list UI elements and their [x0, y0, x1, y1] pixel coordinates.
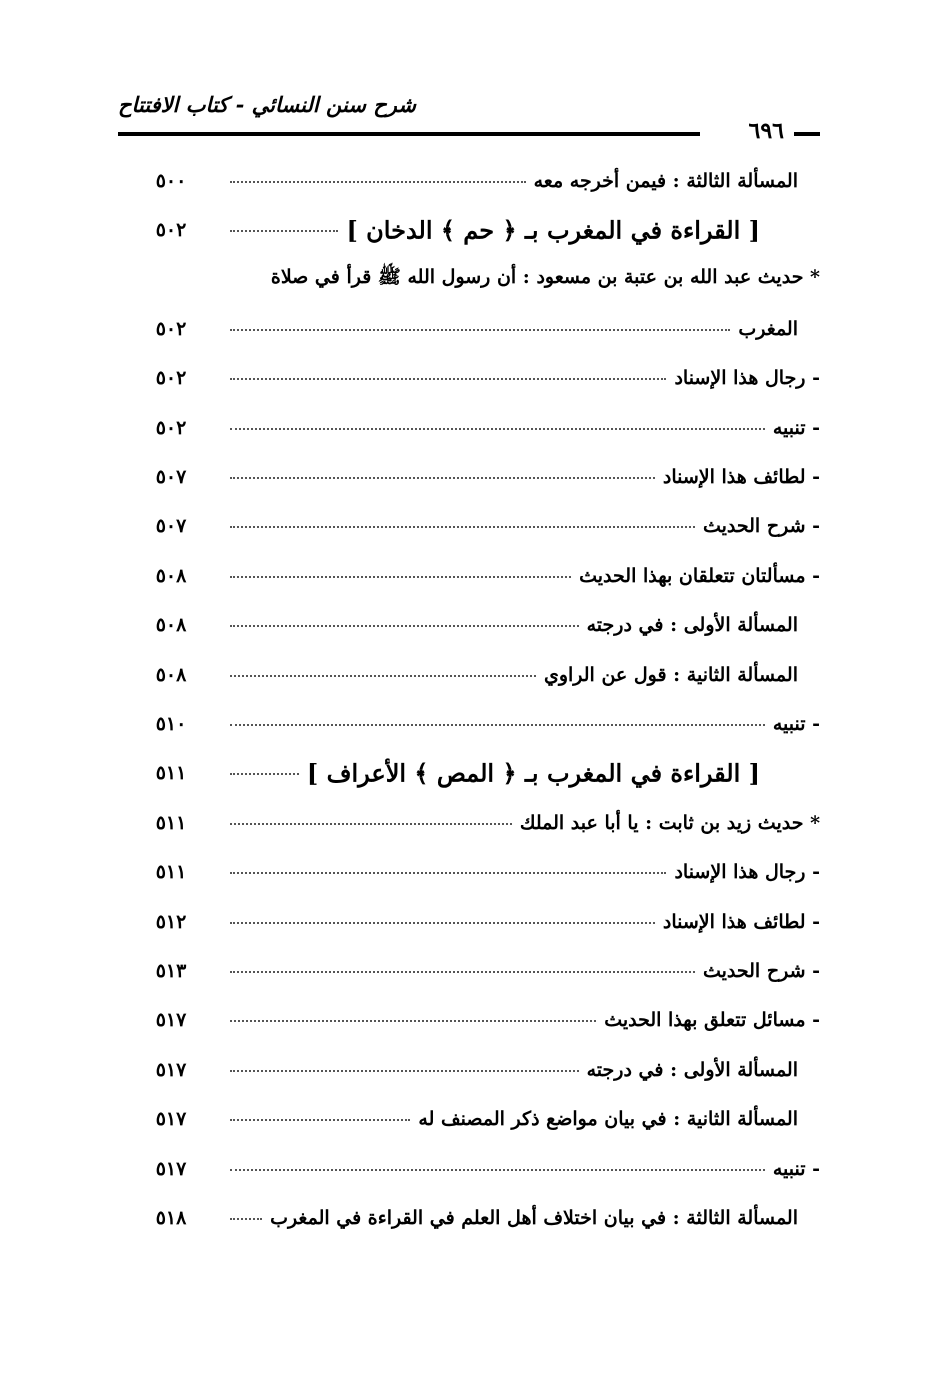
dot-leader	[230, 773, 299, 775]
toc-row	[150, 1045, 820, 1094]
toc-row	[150, 304, 820, 353]
dot-leader	[230, 230, 338, 232]
toc-page-number: ٥١١	[155, 811, 187, 834]
dot-leader	[230, 922, 655, 924]
toc-row	[150, 699, 820, 748]
toc-entry-text: المسألة الأولى : في درجته	[586, 1058, 798, 1081]
toc-row	[150, 946, 820, 995]
toc-entry-text: - رجال هذا الإسناد	[674, 861, 820, 884]
toc-entry-text: المسألة الأولى : في درجته	[586, 614, 798, 637]
toc-page-number: ٥١٢	[155, 910, 187, 933]
toc-row	[150, 1193, 820, 1242]
toc-entry-text: المسألة الثالثة : فيمن أخرجه معه	[533, 169, 798, 192]
toc-entry-text: - شرح الحديث	[702, 959, 820, 982]
toc-row	[150, 354, 820, 403]
toc-page-number: ٥١٧	[155, 1009, 187, 1032]
toc-entry-text: * حديث زيد بن ثابت : يا أبا عبد الملك	[519, 811, 820, 834]
dot-leader	[230, 477, 655, 479]
toc-entry-text: - مسائل تتعلق بهذا الحديث	[604, 1009, 820, 1032]
dot-leader	[230, 1218, 262, 1220]
toc-entry-text: المسألة الثانية : في بيان مواضع ذكر المصنف له	[418, 1108, 798, 1131]
toc-entry-text: المسألة الثالثة : في بيان اختلاف أهل العلم في القراءة في المغرب	[270, 1206, 798, 1229]
toc-page-number: ٥١١	[155, 762, 187, 785]
toc-entry-text: - شرح الحديث	[702, 515, 820, 538]
section-heading: [ القراءة في المغرب بـ ﴿ المص ﴾ الأعراف ]	[306, 758, 760, 788]
dot-leader	[230, 526, 695, 528]
toc-section-row	[150, 205, 820, 254]
dot-leader	[230, 181, 526, 183]
toc-row	[150, 551, 820, 600]
dot-leader	[230, 724, 765, 726]
dot-leader	[230, 1169, 765, 1171]
toc-page-number: ٥٠٨	[155, 663, 187, 686]
toc-page-number: ٥٠٧	[155, 515, 187, 538]
toc-entry-text: - رجال هذا الإسناد	[674, 367, 820, 390]
toc-row	[150, 255, 820, 304]
toc-entry-text: - تنبيه	[772, 1157, 820, 1180]
toc-page-number: ٥١٧	[155, 1058, 187, 1081]
page-header	[118, 92, 820, 142]
dot-leader	[230, 625, 579, 627]
dot-leader	[230, 675, 536, 677]
toc-row	[150, 156, 820, 205]
dot-leader	[230, 823, 512, 825]
dot-leader	[230, 872, 666, 874]
toc-page-number: ٥٠٠	[155, 169, 187, 192]
toc-row	[150, 798, 820, 847]
running-title: شرح سنن النسائي - كتاب الافتتاح	[118, 92, 416, 117]
toc-page-number: ٥٠٨	[155, 614, 187, 637]
dot-leader	[230, 329, 730, 331]
toc-page-number: ٥١٨	[155, 1206, 187, 1229]
toc-entry-text: - لطائف هذا الإسناد	[662, 910, 820, 933]
dot-leader	[230, 1070, 579, 1072]
toc-section-row	[150, 749, 820, 798]
toc-page-number: ٥١١	[155, 861, 187, 884]
dot-leader	[230, 1020, 596, 1022]
toc-row	[150, 403, 820, 452]
toc-entry-text: * حديث عبد الله بن عتبة بن مسعود : أن رسول الله ﷺ قرأ في صلاة	[270, 266, 820, 289]
toc-page-number: ٥٠٢	[155, 416, 187, 439]
table-of-contents	[150, 156, 820, 1243]
toc-row	[150, 847, 820, 896]
toc-row	[150, 996, 820, 1045]
toc-row	[150, 650, 820, 699]
dot-leader	[230, 576, 571, 578]
toc-page-number: ٥٠٢	[155, 219, 187, 242]
toc-row	[150, 1094, 820, 1143]
toc-page-number: ٥١٠	[155, 712, 187, 735]
toc-page-number: ٥٠٢	[155, 367, 187, 390]
toc-page-number: ٥١٧	[155, 1157, 187, 1180]
toc-row	[150, 452, 820, 501]
toc-page-number: ٥٠٨	[155, 564, 187, 587]
section-heading: [ القراءة في المغرب بـ ﴿ حم ﴾ الدخان ]	[346, 215, 760, 245]
dot-leader	[230, 1119, 410, 1121]
toc-page-number: ٥٠٢	[155, 317, 187, 340]
dot-leader	[230, 428, 765, 430]
toc-entry-text: - لطائف هذا الإسناد	[662, 466, 820, 489]
toc-row	[150, 601, 820, 650]
toc-entry-text: - تنبيه	[772, 416, 820, 439]
toc-page-number: ٥١٧	[155, 1108, 187, 1131]
toc-row	[150, 897, 820, 946]
toc-page-number: ٥١٣	[155, 959, 187, 982]
toc-entry-text: المسألة الثانية : قول عن الراوي	[543, 663, 798, 686]
toc-entry-text: المغرب	[738, 317, 798, 340]
dot-leader	[230, 971, 695, 973]
toc-row	[150, 1144, 820, 1193]
toc-row	[150, 502, 820, 551]
toc-entry-text: - تنبيه	[772, 712, 820, 735]
header-rule	[118, 132, 700, 136]
toc-entry-text: - مسألتان تتعلقان بهذا الحديث	[579, 564, 820, 587]
toc-page-number: ٥٠٧	[155, 466, 187, 489]
dot-leader	[230, 378, 666, 380]
page-number: ٦٩٦	[748, 118, 784, 144]
header-rule-short	[794, 132, 820, 136]
